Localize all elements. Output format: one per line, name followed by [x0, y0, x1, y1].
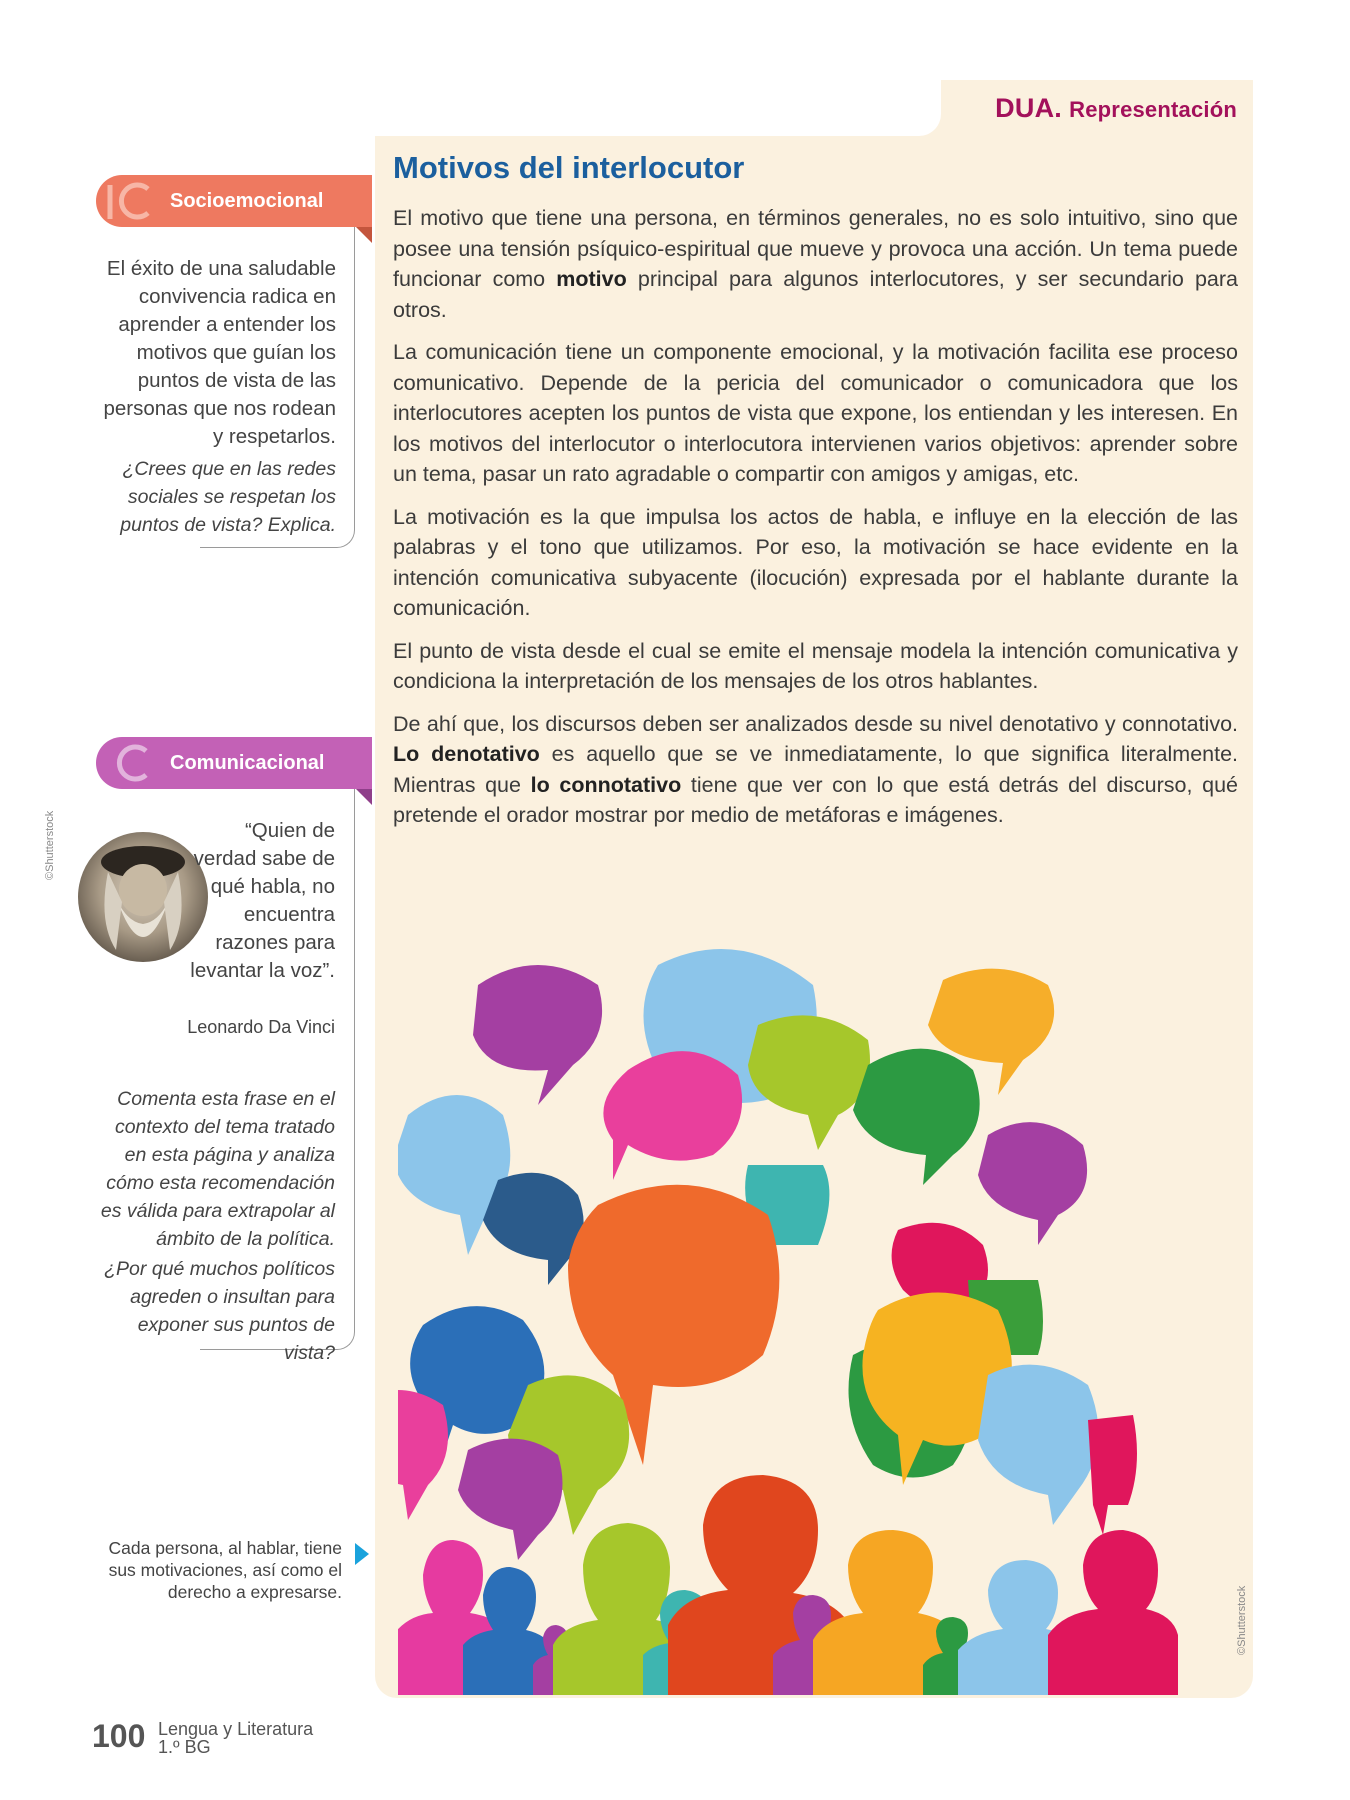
- grade-label: 1.º BG: [158, 1737, 211, 1757]
- paragraph-4: El punto de vista desde el cual se emite el mensaje modela la intención comunicativa y condiciona la interpretación de los mensajes de los otros hablantes.: [393, 638, 1238, 693]
- paragraph-3: La motivación es la que impulsa los actos de habla, e influye en la elección de las palabras y el tono que utilizamos. Por eso, la motivación se hace evidente en la intención comunicativa subyacente (ilocución) expresada por el hablante durante la comunicación.: [393, 504, 1238, 620]
- portrait-credit: ©Shutterstock: [44, 810, 56, 880]
- socioemocional-label: Socioemocional: [170, 189, 324, 212]
- main-body: [393, 203, 1238, 843]
- page-title: Motivos del interlocutor: [393, 150, 745, 185]
- speech-bubbles-illustration: [398, 945, 1236, 1695]
- dua-subtitle: Representación: [1069, 97, 1237, 122]
- comunicacional-question-2: ¿Por qué muchos políticos agreden o insultan para exponer sus puntos de vista?: [104, 1258, 335, 1364]
- socioemocional-question: ¿Crees que en las redes sociales se respetan los puntos de vista? Explica.: [120, 458, 336, 536]
- socioemocional-header: [96, 175, 372, 227]
- speech-bubbles: [398, 949, 1137, 1560]
- illustration-credit: ©Shutterstock: [1236, 1585, 1248, 1655]
- c-logo-icon: [102, 741, 162, 785]
- leonardo-portrait: [78, 832, 208, 962]
- dua-title: DUA.: [995, 93, 1062, 123]
- comunicacional-question-1: Comenta esta frase en el contexto del tema tratado en esta página y analiza cómo esta recomendación es válida para extrapolar al ámbito de la política.: [100, 1088, 335, 1250]
- ic-logo-icon: [102, 179, 162, 223]
- page-number: 100: [92, 1718, 146, 1754]
- quote-text: “Quien de verdad sabe de qué habla, no encuentra razones para levantar la voz”.: [190, 819, 335, 982]
- portrait-drawing: [78, 832, 208, 962]
- quote-author: Leonardo Da Vinci: [187, 1017, 335, 1037]
- socioemocional-text: El éxito de una saludable convivencia radica en aprender a entender los motivos que guían los puntos de vista de las personas que nos rodean y respetarlos.: [103, 257, 336, 448]
- comunicacional-header: [96, 737, 372, 789]
- footer-subject: [158, 1720, 313, 1756]
- panel-notch-cover: [375, 80, 941, 136]
- paragraph-2: La comunicación tiene un componente emocional, y la motivación facilita ese proceso comunicativo. Depende de la pericia del comunicador o comunicadora que los interlocutores acepten los puntos de vista que expone, los entiendan y les interesen. En los motivos del interlocutor o interlocutora intervienen varios objetivos: aprender sobre un tema, pasar un rato agradable o compartir con amigos y amigas, etc.: [393, 340, 1238, 486]
- comunicacional-label: Comunicacional: [170, 751, 325, 774]
- socioemocional-fold: [356, 227, 372, 243]
- dua-label: [995, 93, 1237, 124]
- image-caption: Cada persona, al hablar, tiene sus motivaciones, así como el derecho a expresarse.: [108, 1538, 342, 1602]
- subject-name: Lengua y Literatura: [158, 1719, 314, 1739]
- caption-arrow-icon: [355, 1543, 369, 1565]
- comunicacional-fold: [356, 789, 372, 805]
- paragraph-5: De ahí que, los discursos deben ser analizados desde su nivel denotativo y connotativo. Lo denotativo es aquello que se ve inmediatamente, lo que significa literalmente. Mientras que lo connotativo tiene que ver con lo que está detrás del discurso, qué pretende el orador mostrar por medio de metáforas e imágenes.: [393, 711, 1239, 827]
- paragraph-1: El motivo que tiene una persona, en términos generales, no es solo intuitivo, sino que posee una tensión psíquico-espiritual que mueve y provoca una acción. Un tema puede funcionar como motivo principal para algunos interlocutores, y ser secundario para otros.: [393, 206, 1238, 322]
